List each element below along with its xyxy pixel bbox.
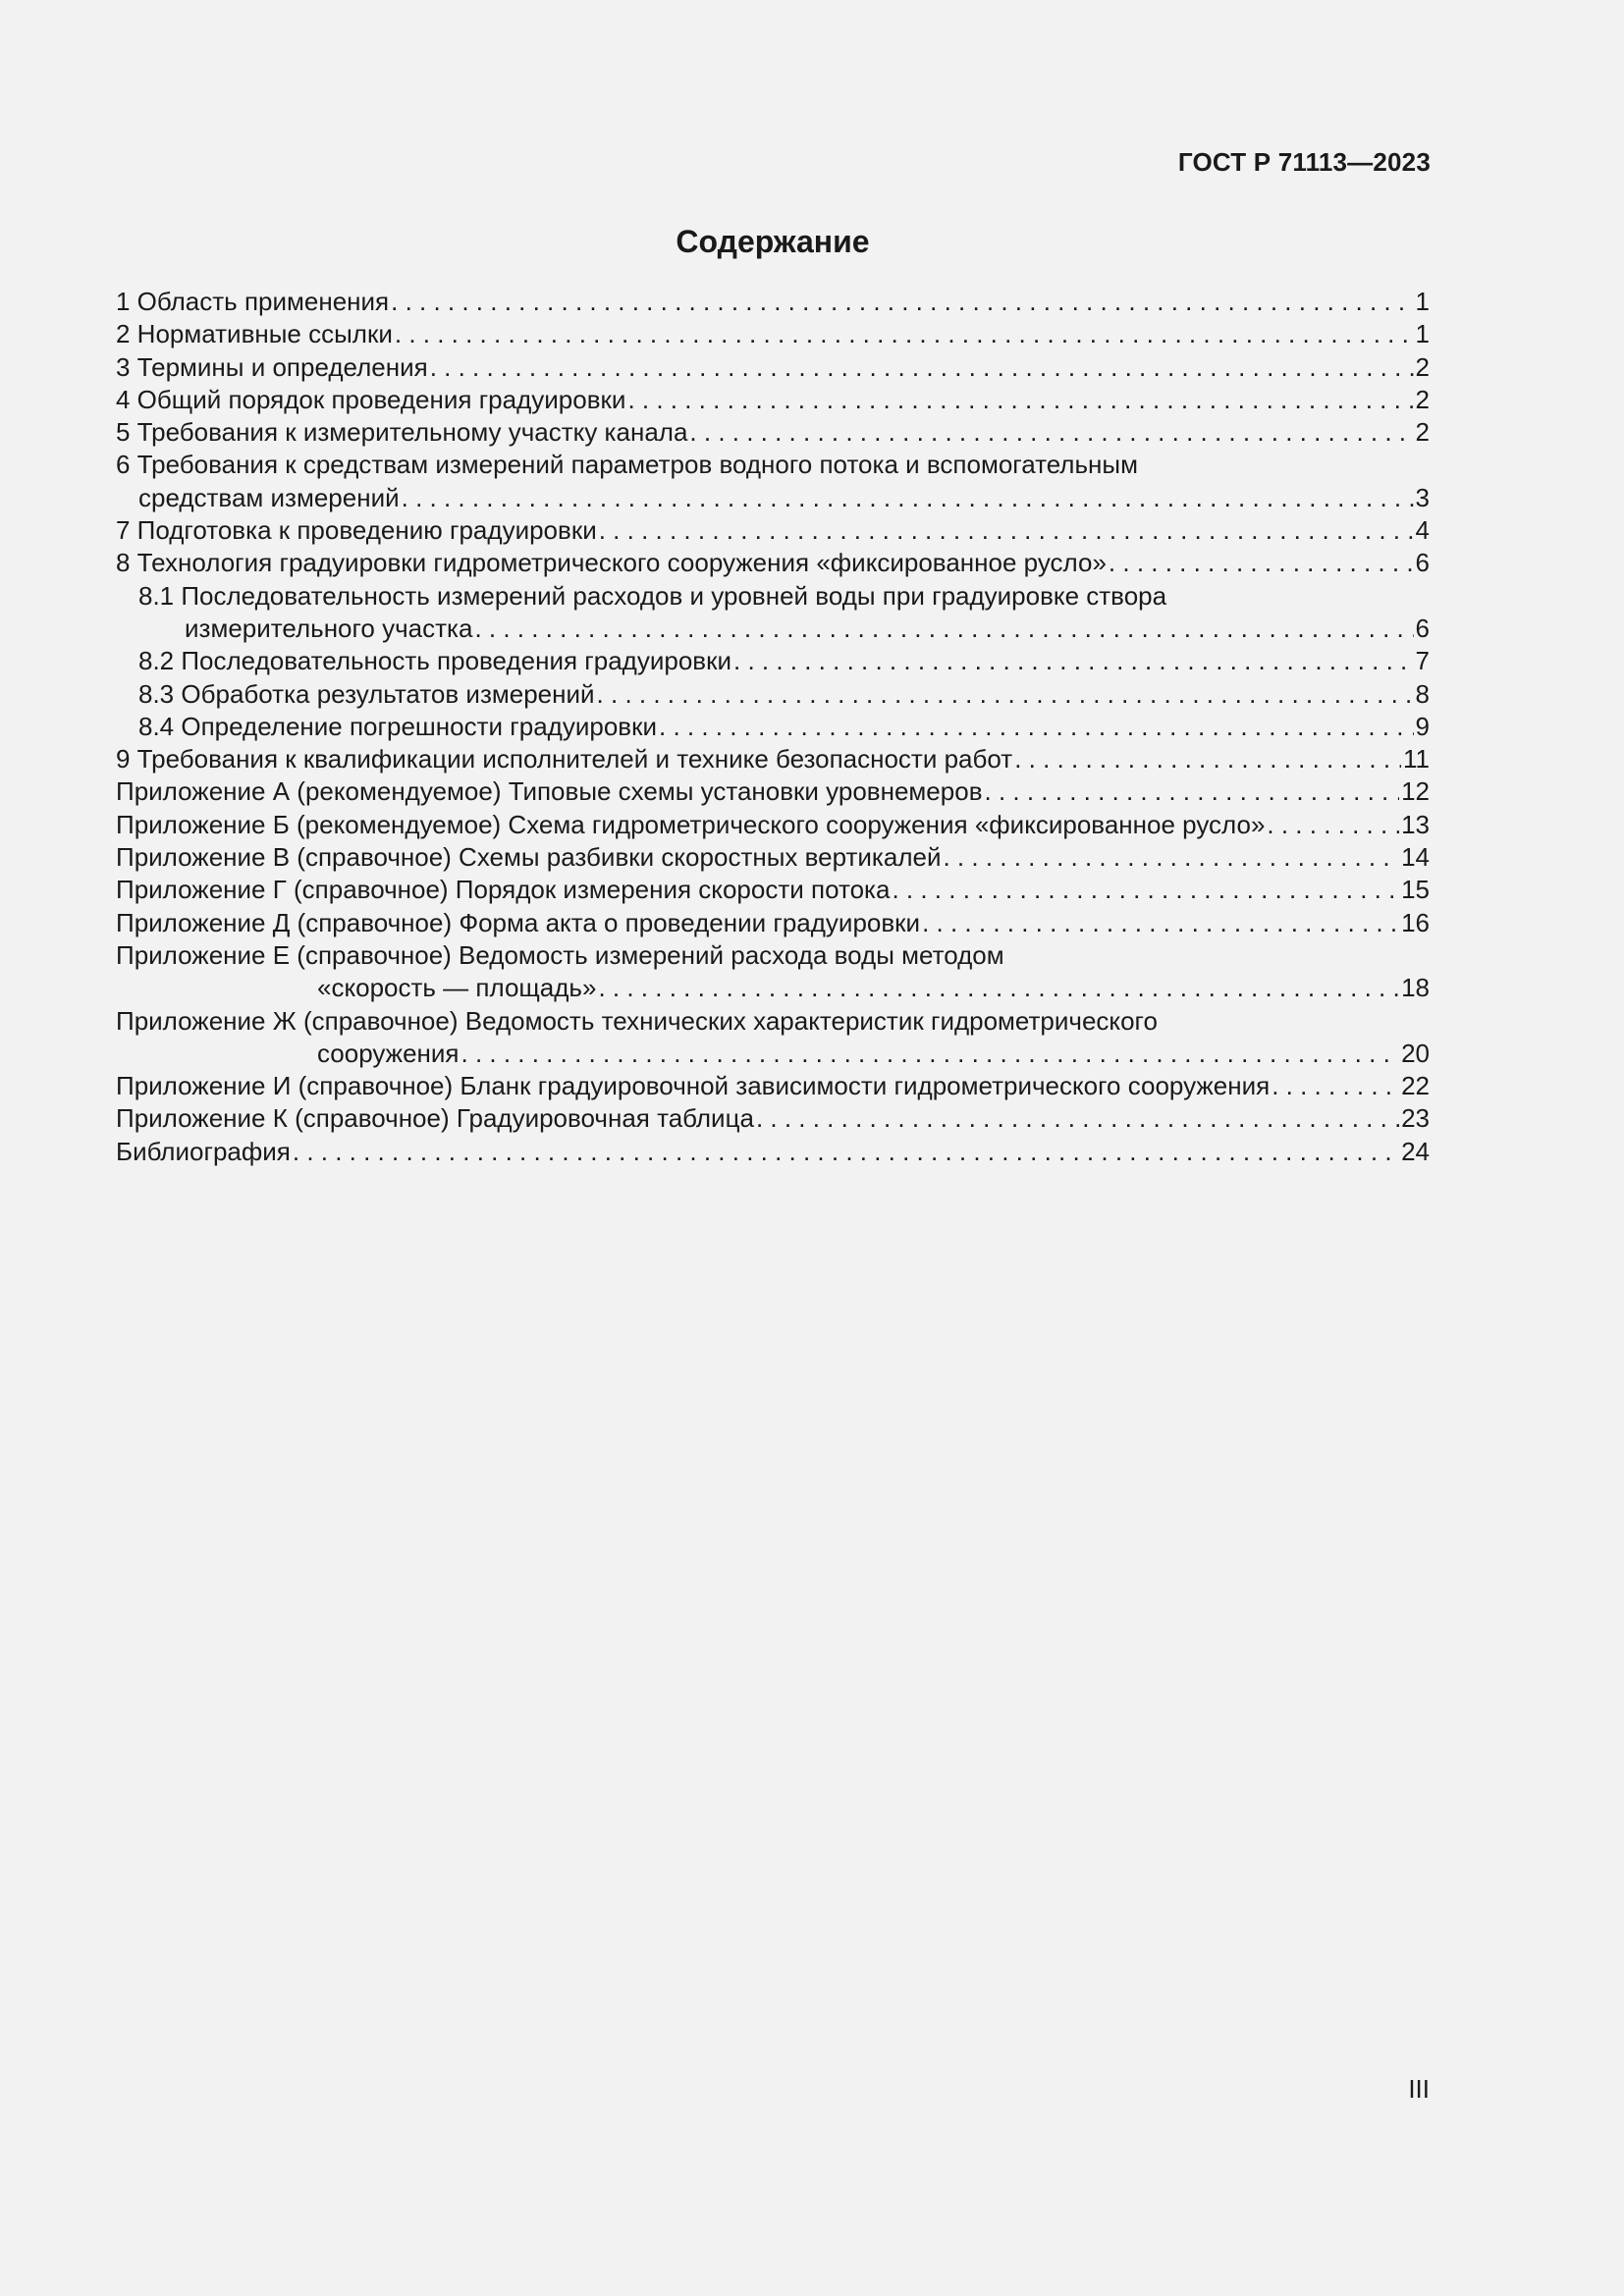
toc-appendix-b[interactable]: Приложение Б (рекомендуемое) Схема гидрометрического сооружения «фиксированное русло» . . . 13 [116,809,1430,841]
toc-entry-8[interactable]: 8 Технология градуировки гидрометрического сооружения «фиксированное русло» . . . 6 [116,547,1430,579]
table-of-contents [116,286,1430,1168]
toc-entry-4[interactable]: 4 Общий порядок проведения градуировки . . . 2 [116,384,1430,416]
toc-entry-9[interactable]: 9 Требования к квалификации исполнителей и технике безопасности работ . . . 11 [116,743,1430,775]
toc-appendix-zh-continuation[interactable]: сооружения . . . 20 [116,1038,1430,1070]
toc-entry-8-2[interactable]: 8.2 Последовательность проведения градуировки . . . 7 [116,645,1430,677]
toc-appendix-e-continuation[interactable]: «скорость — площадь» . . . 18 [116,972,1430,1004]
toc-entry-6-continuation[interactable]: средствам измерений . . . 3 [116,482,1430,514]
toc-entry-8-4[interactable]: 8.4 Определение погрешности градуировки . . . 9 [116,711,1430,743]
toc-entry-1[interactable]: 1 Область применения . . . 1 [116,286,1430,318]
toc-bibliography[interactable]: Библиография . . . 24 [116,1136,1430,1168]
toc-title: Содержание [676,224,870,259]
toc-entry-8-1[interactable]: 8.1 Последовательность измерений расходов и уровней воды при градуировке створа [138,580,1167,611]
document-code: ГОСТ Р 71113—2023 [1177,147,1431,177]
toc-entry-2[interactable]: 2 Нормативные ссылки . . . 1 [116,318,1430,350]
toc-appendix-g[interactable]: Приложение Г (справочное) Порядок измерения скорости потока . . . 15 [116,874,1430,906]
toc-entry-8-3[interactable]: 8.3 Обработка результатов измерений . . . 8 [116,678,1430,711]
toc-appendix-v[interactable]: Приложение В (справочное) Схемы разбивки скоростных вертикалей . . . 14 [116,841,1430,874]
toc-entry-3[interactable]: 3 Термины и определения . . . 2 [116,351,1430,384]
toc-entry-5[interactable]: 5 Требования к измерительному участку канала . . . 2 [116,416,1430,449]
toc-entry-8-1-continuation[interactable]: измерительного участка . . . 6 [116,613,1430,645]
toc-appendix-d[interactable]: Приложение Д (справочное) Форма акта о проведении градуировки . . . 16 [116,907,1430,939]
toc-appendix-a[interactable]: Приложение А (рекомендуемое) Типовые схемы установки уровнемеров . . . 12 [116,775,1430,808]
toc-appendix-e[interactable]: Приложение Е (справочное) Ведомость измерений расхода воды методом [116,939,1004,970]
toc-appendix-zh[interactable]: Приложение Ж (справочное) Ведомость технических характеристик гидрометрического [116,1005,1158,1036]
toc-entry-6[interactable]: 6 Требования к средствам измерений параметров водного потока и вспомогательным [116,450,1138,480]
toc-appendix-k[interactable]: Приложение К (справочное) Градуировочная таблица . . . 23 [116,1102,1430,1135]
toc-appendix-i[interactable]: Приложение И (справочное) Бланк градуировочной зависимости гидрометрического сооружения . . . 22 [116,1070,1430,1102]
page-number: III [1408,2074,1430,2104]
toc-entry-7[interactable]: 7 Подготовка к проведению градуировки . . . 4 [116,514,1430,547]
